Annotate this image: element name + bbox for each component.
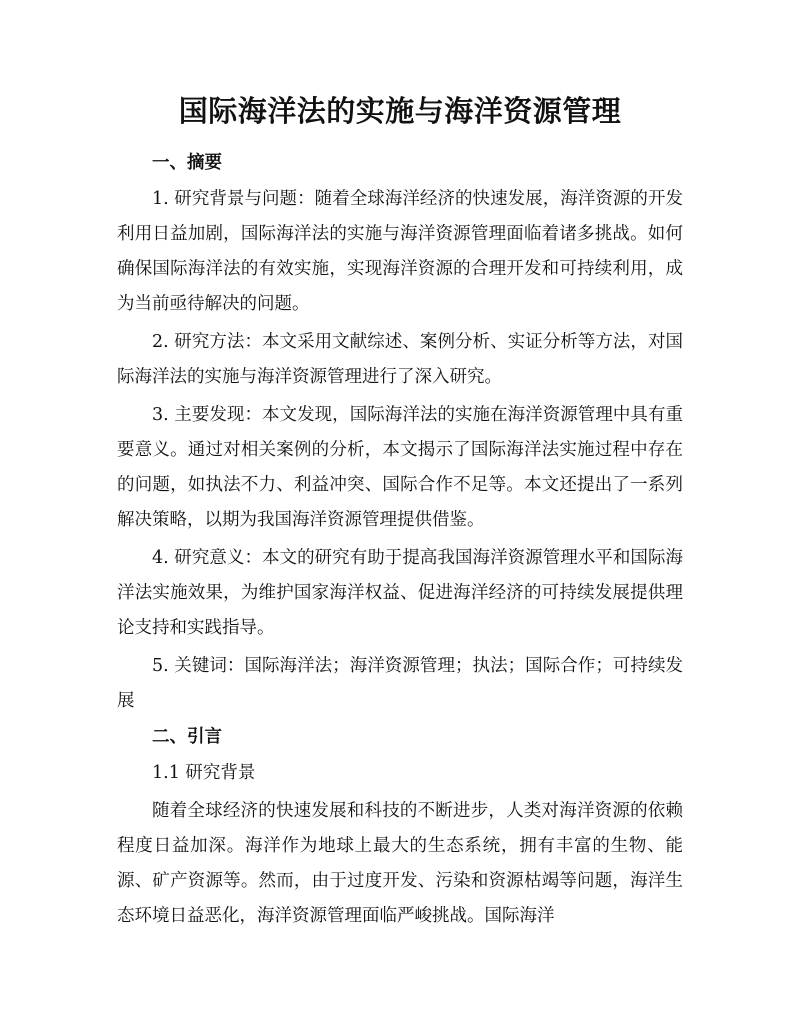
introduction-paragraph: 随着全球经济的快速发展和科技的不断进步，人类对海洋资源的依赖程度日益加深。海洋作为地球上最大的生态系统，拥有丰富的生物、能源、矿产资源等。然而，由于过度开发、污染和资源枯竭等问题，海洋生态环境日益恶化，海洋资源管理面临严峻挑战。国际海洋 — [117, 801, 683, 926]
document-title: 国际海洋法的实施与海洋资源管理 — [178, 94, 622, 128]
section-introduction — [117, 722, 683, 934]
subsection-heading-background: 1.1 研究背景 — [152, 763, 256, 783]
section-heading-introduction: 二、引言 — [152, 727, 222, 747]
document-page — [117, 88, 683, 937]
abstract-paragraph-method: 2. 研究方法：本文采用文献综述、案例分析、实证分析等方法，对国际海洋法的实施与海洋资源管理进行了深入研究。 — [117, 332, 683, 387]
abstract-paragraph-significance: 4. 研究意义：本文的研究有助于提高我国海洋资源管理水平和国际海洋法实施效果，为维护国家海洋权益、促进海洋经济的可持续发展提供理论支持和实践指导。 — [117, 548, 683, 638]
section-abstract — [117, 148, 683, 719]
abstract-paragraph-keywords: 5. 关键词：国际海洋法；海洋资源管理；执法；国际合作；可持续发展 — [117, 656, 683, 711]
section-heading-abstract: 一、摘要 — [152, 153, 222, 173]
abstract-paragraph-findings: 3. 主要发现：本文发现，国际海洋法的实施在海洋资源管理中具有重要意义。通过对相关案例的分析，本文揭示了国际海洋法实施过程中存在的问题，如执法不力、利益冲突、国际合作不足等。本文还提出了一系列解决策略，以期为我国海洋资源管理提供借鉴。 — [117, 405, 683, 530]
abstract-paragraph-background: 1. 研究背景与问题：随着全球海洋经济的快速发展，海洋资源的开发利用日益加剧，国际海洋法的实施与海洋资源管理面临着诸多挑战。如何确保国际海洋法的有效实施，实现海洋资源的合理开发和可持续利用，成为当前亟待解决的问题。 — [117, 189, 683, 314]
